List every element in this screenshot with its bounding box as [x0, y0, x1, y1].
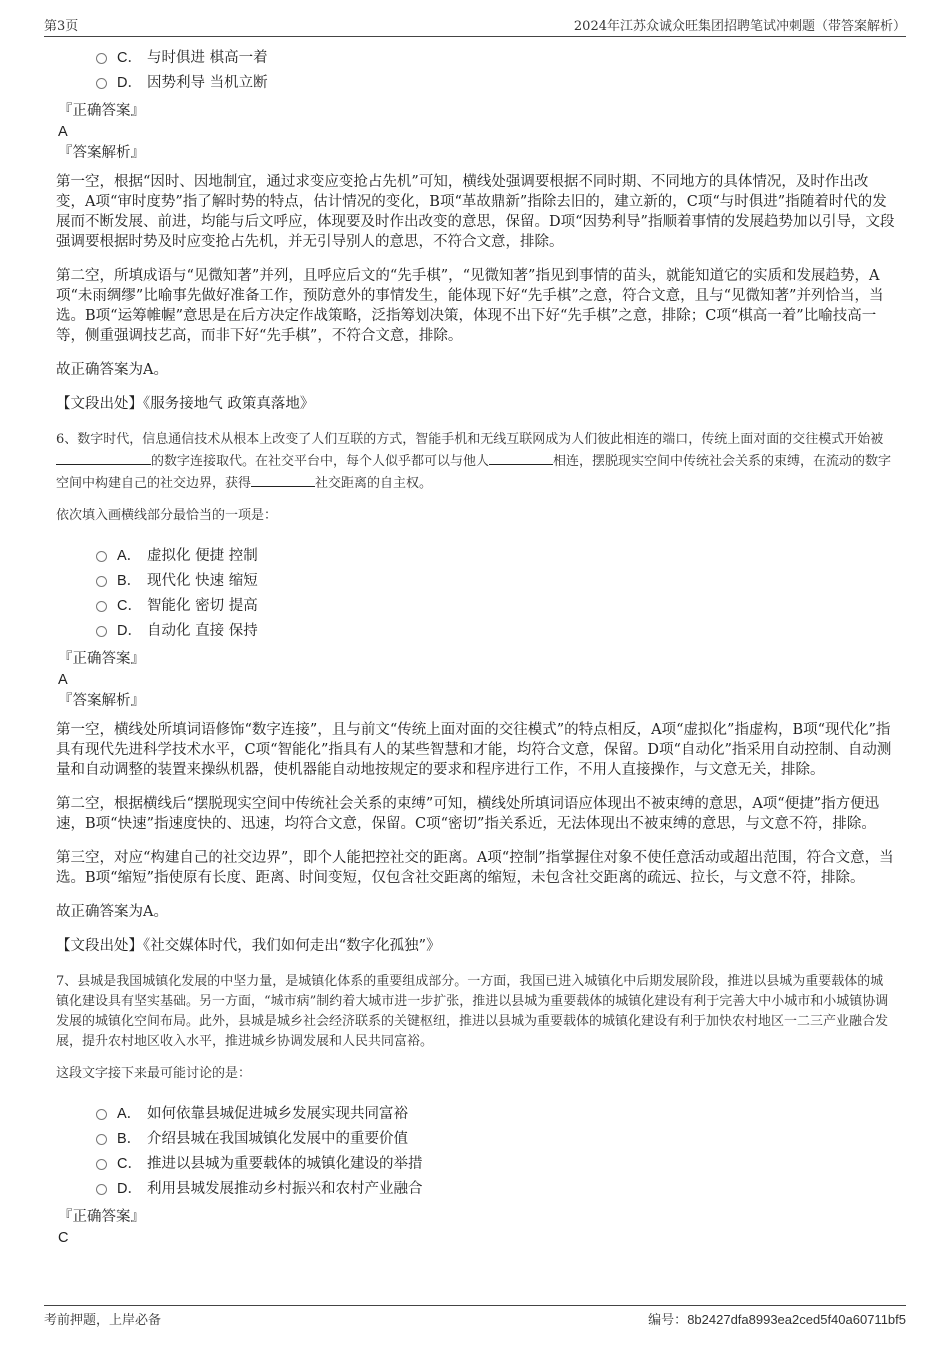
answer-label: 『正确答案』	[58, 103, 145, 119]
radio-icon[interactable]	[96, 551, 107, 562]
radio-icon[interactable]	[96, 1134, 107, 1145]
option-d[interactable]: D． 利用县城发展推动乡村振兴和农村产业融合	[96, 1175, 896, 1200]
analysis-paragraph: 第一空，根据“因时、因地制宜，通过求变应变抢占先机”可知，横线处强调要根据不同时期、不同地方的具体情况，及时作出改变，A项“审时度势”指了解时势的特点，估计情况的变化，B项“革故鼎新”指除去旧的，建立新的，C项“与时俱进”指随着时代的发展而不断发展、前进，均能与后文呼应，体现要及时作出改变的意思，保留。D项“因势利导”指顺着事情的发展趋势加以引导，文段强调要根据时势及时应变抢占先机，并无引导别人的意思，不符合文意，排除。	[56, 174, 895, 250]
question-6-stem: 6、数字时代，信息通信技术从根本上改变了人们互联的方式，智能手机和无线互联网成为人们彼此相连的端口，传统上面对面的交往模式开始被的数字连接取代。在社交平台中，每个人似乎都可以与他人 相连，摆脱现实空间中传统社会关系的束缚，在流动的数字空间中构建自己的社交边界，获得 社交距离的自主权。	[56, 432, 892, 491]
analysis-paragraph: 第三空，对应“构建自己的社交边界”，即个人能把控社交的距离。A项“控制”指掌握住对象不使任意活动或超出范围，符合文意，当选。B项“缩短”指使原有长度、距离、时间变短，仅包含社交距离的缩短，未包含社交距离的疏远、拉长，与文意不符，排除。	[56, 850, 894, 886]
radio-icon[interactable]	[96, 576, 107, 587]
footer-slogan: 考前押题，上岸必备	[44, 1313, 162, 1328]
answer-label: 『正确答案』	[58, 651, 145, 667]
question-6-options	[56, 542, 896, 642]
document-code: 编号：8b2427dfa8993ea2ced5f40a60711bf5	[648, 1312, 906, 1328]
radio-icon[interactable]	[96, 626, 107, 637]
blank-line	[56, 450, 151, 465]
option-c[interactable]: C． 与时俱进 棋高一着	[96, 44, 896, 69]
option-d[interactable]: D． 自动化 直接 保持	[96, 617, 896, 642]
source: 【文段出处】《社交媒体时代，我们如何走出“数字化孤独”》	[56, 938, 441, 954]
page-content	[56, 44, 896, 1248]
radio-icon[interactable]	[96, 1109, 107, 1120]
analysis-label: 『答案解析』	[58, 145, 145, 161]
analysis-paragraph: 第一空，横线处所填词语修饰“数字连接”，且与前文“传统上面对面的交往模式”的特点相反，A项“虚拟化”指虚构，B项“现代化”指具有现代先进科学技术水平，C项“智能化”指具有人的某些智慧和才能，均符合文意，保留。D项“自动化”指采用自动控制、自动测量和自动调整的装置来操纵机器，使机器能自动地按规定的要求和程序进行工作，不用人直接操作，与文意无关，排除。	[56, 722, 892, 778]
page-number: 第3页	[44, 19, 79, 34]
question-6-prompt: 依次填入画横线部分最恰当的一项是：	[56, 508, 278, 523]
question-7-options	[56, 1100, 896, 1200]
conclusion: 故正确答案为A。	[56, 362, 168, 378]
document-title: 2024年江苏众诚众旺集团招聘笔试冲刺题（带答案解析）	[573, 19, 906, 34]
analysis-paragraph: 第二空，所填成语与“见微知著”并列，且呼应后文的“先手棋”，“见微知著”指见到事情的苗头，就能知道它的实质和发展趋势，A项“未雨绸缪”比喻事先做好准备工作，预防意外的事情发生，能体现下好“先手棋”之意，符合文意，且与“见微知著”并列恰当，当选。B项“运筹帷幄”意思是在后方决定作战策略，泛指筹划决策，体现不出下好“先手棋”之意，排除；C项“棋高一着”比喻技高一等，侧重强调技艺高，而非下好“先手棋”，不符合文意，排除。	[56, 268, 884, 344]
source: 【文段出处】《服务接地气 政策真落地》	[56, 396, 315, 412]
analysis-label: 『答案解析』	[58, 693, 145, 709]
analysis-paragraph: 第二空，根据横线后“摆脱现实空间中传统社会关系的束缚”可知，横线处所填词语应体现出不被束缚的意思，A项“便捷”指方便迅速，B项“快速”指速度快的、迅速，均符合文意，保留。C项“密切”指关系近，无法体现出不被束缚的意思，与文意不符，排除。	[56, 796, 880, 832]
question-7-stem: 7、县城是我国城镇化发展的中坚力量，是城镇化体系的重要组成部分。一方面，我国已进入城镇化中后期发展阶段，推进以县城为重要载体的城镇化建设具有坚实基础。另一方面，“城市病”制约着大城市进一步扩张，推进以县城为重要载体的城镇化建设有利于完善大中小城市和小城镇协调发展的城镇化空间布局。此外，县城是城乡社会经济联系的关键枢纽，推进以县城为重要载体的城镇化建设有利于加快农村地区一二三产业融合发展，提升农村地区收入水平，推进城乡协调发展和人民共同富裕。	[56, 974, 889, 1049]
question-5-options	[56, 44, 896, 94]
page-footer	[44, 1305, 906, 1328]
radio-icon[interactable]	[96, 78, 107, 89]
conclusion: 故正确答案为A。	[56, 904, 168, 920]
blank-line	[251, 472, 315, 487]
option-a[interactable]: A． 虚拟化 便捷 控制	[96, 542, 896, 567]
option-b[interactable]: B． 现代化 快速 缩短	[96, 567, 896, 592]
answer-value: A	[58, 672, 68, 688]
answer-value: C	[58, 1230, 69, 1246]
page-header	[44, 14, 906, 37]
option-c[interactable]: C． 推进以县城为重要载体的城镇化建设的举措	[96, 1150, 896, 1175]
radio-icon[interactable]	[96, 1159, 107, 1170]
blank-line	[489, 450, 553, 465]
option-d[interactable]: D． 因势利导 当机立断	[96, 69, 896, 94]
option-c[interactable]: C． 智能化 密切 提高	[96, 592, 896, 617]
radio-icon[interactable]	[96, 601, 107, 612]
option-a[interactable]: A． 如何依靠县城促进城乡发展实现共同富裕	[96, 1100, 896, 1125]
option-b[interactable]: B． 介绍县城在我国城镇化发展中的重要价值	[96, 1125, 896, 1150]
question-7-prompt: 这段文字接下来最可能讨论的是：	[56, 1066, 252, 1081]
answer-label: 『正确答案』	[58, 1209, 145, 1225]
radio-icon[interactable]	[96, 1184, 107, 1195]
answer-value: A	[58, 124, 68, 140]
radio-icon[interactable]	[96, 53, 107, 64]
